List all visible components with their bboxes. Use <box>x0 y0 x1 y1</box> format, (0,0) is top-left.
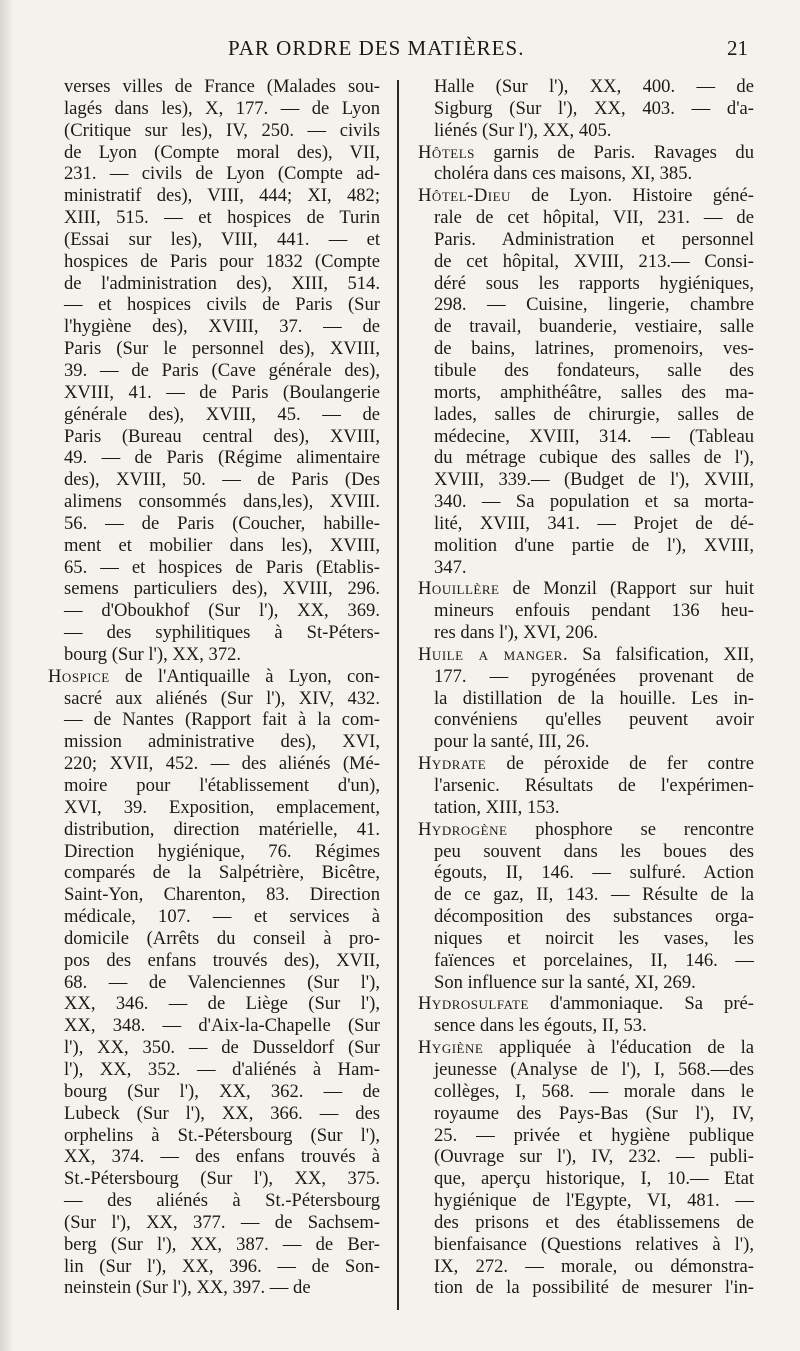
index-line: sence dans les égouts, II, 53. <box>434 1015 647 1037</box>
index-entry-heading: Houillère <box>418 578 500 600</box>
index-line: 39. — de Paris (Cave générale des), <box>64 359 380 381</box>
index-entry-heading: Hydrate <box>418 753 487 775</box>
index-line: hospices de Paris pour 1832 (Compte <box>64 250 380 272</box>
index-line: égouts, II, 146. — sulfuré. Action <box>434 862 754 884</box>
index-line: faïences et porcelaines, II, 146. — <box>434 949 754 971</box>
index-line: XIII, 515. — et hospices de Turin <box>64 207 380 229</box>
page-edge-shadow <box>0 0 14 1351</box>
index-line: St.-Pétersbourg (Sur l'), XX, 375. <box>64 1168 380 1190</box>
index-entry-text: de Monzil (Rapport sur huit <box>499 578 754 600</box>
index-line: — et hospices civils de Paris (Sur <box>64 294 380 316</box>
index-line: (Sur l'), XX, 377. — de Sachsem- <box>64 1211 380 1233</box>
index-line: Paris. Administration et personnel <box>434 228 754 250</box>
index-line: lité, XVIII, 341. — Projet de dé- <box>434 512 754 534</box>
index-line: ministratif des), VIII, 444; XI, 482; <box>64 185 380 207</box>
index-line: Saint-Yon, Charenton, 83. Direction <box>64 884 380 906</box>
index-line <box>418 993 754 1015</box>
index-entry-heading: Hygiène <box>418 1037 484 1059</box>
index-line: bienfaisance (Questions relatives à l'), <box>434 1233 754 1255</box>
index-line: Son influence sur la santé, XI, 269. <box>434 971 696 993</box>
index-line: — des aliénés à St.-Pétersbourg <box>64 1190 380 1212</box>
index-line: Paris (Bureau central des), XVIII, <box>64 425 380 447</box>
index-line: l'hygiène des), XVIII, 37. — de <box>64 316 380 338</box>
index-line: Lubeck (Sur l'), XX, 366. — des <box>64 1102 380 1124</box>
index-line <box>418 185 754 207</box>
index-line: distribution, direction matérielle, 41. <box>64 818 380 840</box>
index-line: décomposition des substances orga- <box>434 906 754 928</box>
index-line: 340. — Sa population et sa morta- <box>434 491 754 513</box>
index-line: déré sous les rapports hygiéniques, <box>434 272 754 294</box>
index-line: verses villes de France (Malades sou- <box>64 76 380 97</box>
index-column-right <box>418 76 754 1299</box>
index-line: IX, 272. — morale, ou démonstra- <box>434 1255 754 1277</box>
index-entry-text: de Lyon. Histoire géné- <box>510 185 754 207</box>
index-line: des), XVIII, 50. — de Paris (Des <box>64 469 380 491</box>
index-line: 177. — pyrogénées provenant de <box>434 665 754 687</box>
index-line: Paris (Sur le personnel des), XVIII, <box>64 338 380 360</box>
index-line: — de Nantes (Rapport fait à la com- <box>64 709 380 731</box>
index-line: XVIII, 41. — de Paris (Boulangerie <box>64 381 380 403</box>
index-line: sacré aux aliénés (Sur l'), XIV, 432. <box>64 687 380 709</box>
index-line: (Essai sur les), VIII, 441. — et <box>64 228 380 250</box>
index-line: 56. — de Paris (Coucher, habille- <box>64 512 380 534</box>
index-line: peu souvent dans les boues des <box>434 840 754 862</box>
index-entry-text: phosphore se rencontre <box>507 818 754 840</box>
index-line: 231. — civils de Lyon (Compte ad- <box>64 163 380 185</box>
index-line: mineurs enfouis pendant 136 heu- <box>434 600 754 622</box>
index-line: médicale, 107. — et services à <box>64 906 380 928</box>
index-line: molition d'une partie de l'), XVIII, <box>434 534 754 556</box>
index-line: collèges, I, 568. — morale dans le <box>434 1080 754 1102</box>
index-line: Sigburg (Sur l'), XX, 403. — d'a- <box>434 97 754 119</box>
index-line: XX, 348. — d'Aix-la-Chapelle (Sur <box>64 1015 380 1037</box>
index-line <box>418 644 754 666</box>
index-line: 220; XVII, 452. — des aliénés (Mé- <box>64 753 380 775</box>
index-entry-text: garnis de Paris. Ravages du <box>474 141 754 163</box>
index-entry-text: de l'Antiquaille à Lyon, con- <box>109 665 380 687</box>
index-line: 49. — de Paris (Régime alimentaire <box>64 447 380 469</box>
index-line: de l'administration des), XIII, 514. <box>64 272 380 294</box>
index-line: neinstein (Sur l'), XX, 397. — de <box>64 1277 311 1299</box>
index-line: convéniens qu'elles peuvent avoir <box>434 709 754 731</box>
index-line: du métrage cubique des salles de l'), <box>434 447 754 469</box>
index-line: res dans l'), XVI, 206. <box>434 622 598 644</box>
index-line: des prisons et des établissemens de <box>434 1211 754 1233</box>
index-line: alimens consommés dans,les), XVIII. <box>64 491 380 513</box>
index-entry-heading: Hôtels <box>418 141 475 163</box>
index-line: tion de la possibilité de mesurer l'in- <box>434 1277 754 1299</box>
index-line: bourg (Sur l'), XX, 372. <box>64 643 242 665</box>
index-line: morts, amphithéâtre, salles des ma- <box>434 381 754 403</box>
index-line: la distillation de la houille. Les in- <box>434 687 754 709</box>
index-entry-heading: Hydrogène <box>418 818 508 840</box>
index-line: l'arsenic. Résultats de l'expérimen- <box>434 775 754 796</box>
index-line: de travail, buanderie, vestiaire, salle <box>434 316 754 338</box>
index-entry-text: d'ammoniaque. Sa pré- <box>528 993 754 1015</box>
index-line: 298. — Cuisine, lingerie, chambre <box>434 294 754 316</box>
index-line: rale de cet hôpital, VII, 231. — de <box>434 207 754 229</box>
index-line: comparés de la Salpétrière, Bicêtre, <box>64 862 380 884</box>
index-line: XX, 374. — des enfans trouvés à <box>64 1146 380 1168</box>
index-line: pour la santé, III, 26. <box>434 731 590 753</box>
running-head: PAR ORDRE DES MATIÈRES. <box>228 36 525 60</box>
index-column-left <box>48 76 380 1299</box>
column-rule <box>397 80 399 1310</box>
index-line <box>418 819 754 841</box>
index-line: mission administrative des), XVI, <box>64 731 380 753</box>
index-line: lagés dans les), X, 177. — de Lyon <box>64 97 380 119</box>
index-line: l'), XX, 352. — d'aliénés à Ham- <box>64 1058 380 1080</box>
index-line: semens particuliers des), XVIII, 296. <box>64 578 380 600</box>
index-line <box>48 666 380 688</box>
index-line: XVIII, 339.— (Budget de l'), XVIII, <box>434 469 754 491</box>
index-line: XX, 346. — de Liège (Sur l'), <box>64 993 380 1015</box>
index-line: pos des enfans trouvés des), XVII, <box>64 949 380 971</box>
index-line: niques et noircit les vases, les <box>434 927 754 949</box>
index-line: de ce gaz, II, 143. — Résulte de la <box>434 884 754 906</box>
index-line: Halle (Sur l'), XX, 400. — de <box>434 76 754 97</box>
index-line: ment et mobilier dans les), XVIII, <box>64 534 380 556</box>
index-entry-heading: Huile a manger <box>418 643 563 665</box>
index-line: de cet hôpital, XVIII, 213.— Consi- <box>434 250 754 272</box>
index-line: choléra dans ces maisons, XI, 385. <box>434 163 693 185</box>
index-line: tation, XIII, 153. <box>434 796 560 818</box>
index-line <box>418 1037 754 1059</box>
index-line <box>418 753 754 775</box>
index-entry-heading: Hospice <box>48 665 110 687</box>
index-line: 347. <box>434 556 467 578</box>
index-line: lin (Sur l'), XX, 396. — de Son- <box>64 1255 380 1277</box>
index-line: tibule des fondateurs, salle des <box>434 359 754 381</box>
index-line: (Critique sur les), IV, 250. — civils <box>64 119 380 141</box>
index-line: lades, salles de chirurgie, salles de <box>434 403 754 425</box>
index-line: (Ouvrage sur l'), IV, 232. — publi- <box>434 1146 754 1168</box>
index-entry-heading: Hydrosulfate <box>418 993 529 1015</box>
index-line: 68. — de Valenciennes (Sur l'), <box>64 971 380 993</box>
index-entry-text: . Sa falsification, XII, <box>562 643 754 665</box>
index-line: jeunesse (Analyse de l'), I, 568.—des <box>434 1058 754 1080</box>
index-line: de bains, latrines, promenoirs, ves- <box>434 338 754 360</box>
index-line: royaume des Pays-Bas (Sur l'), IV, <box>434 1102 754 1124</box>
index-line: l'), XX, 350. — de Dusseldorf (Sur <box>64 1037 380 1059</box>
index-line <box>418 578 754 600</box>
index-line: 25. — privée et hygiène publique <box>434 1124 754 1146</box>
index-entry-text: appliquée à l'éducation de la <box>483 1037 754 1059</box>
index-line: domicile (Arrêts du conseil à pro- <box>64 927 380 949</box>
index-line <box>418 142 754 164</box>
index-entry-text: de péroxide de fer contre <box>486 753 754 775</box>
index-entry-heading: Hôtel-Dieu <box>418 185 511 207</box>
page-number: 21 <box>727 36 748 60</box>
index-line: liénés (Sur l'), XX, 405. <box>434 119 612 141</box>
index-line: que, aperçu historique, I, 10.— Etat <box>434 1168 754 1190</box>
index-line: XVI, 39. Exposition, emplacement, <box>64 796 380 818</box>
index-line: générale des), XVIII, 45. — de <box>64 403 380 425</box>
index-line: médecine, XVIII, 314. — (Tableau <box>434 425 754 447</box>
index-line: — des syphilitiques à St-Péters- <box>64 622 380 644</box>
index-line: berg (Sur l'), XX, 387. — de Ber- <box>64 1233 380 1255</box>
index-line: hygiénique de l'Egypte, VI, 481. — <box>434 1190 754 1212</box>
index-line: 65. — et hospices de Paris (Etablis- <box>64 556 380 578</box>
index-line: orphelins à St.-Pétersbourg (Sur l'), <box>64 1124 380 1146</box>
index-line: de Lyon (Compte moral des), VII, <box>64 141 380 163</box>
index-line: moire pour l'établissement d'un), <box>64 775 380 796</box>
index-line: bourg (Sur l'), XX, 362. — de <box>64 1080 380 1102</box>
index-line: — d'Oboukhof (Sur l'), XX, 369. <box>64 600 380 622</box>
index-line: Direction hygiénique, 76. Régimes <box>64 840 380 862</box>
